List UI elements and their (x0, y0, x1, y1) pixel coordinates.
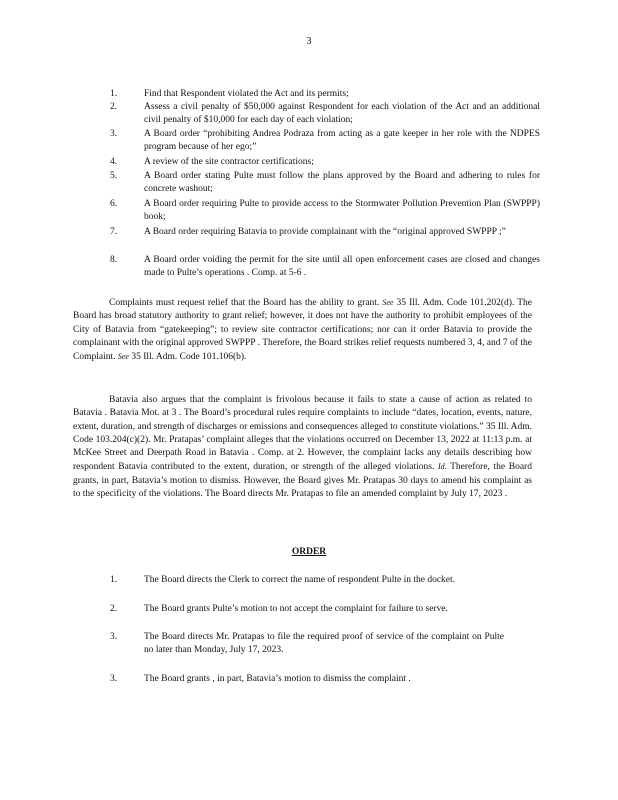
list-item-number: 8. (110, 255, 118, 265)
paragraph-text: Batavia also argues that the complaint is frivolous because it fails to state a cause of action as related to Batavia . Batavia Mot. at 3 . The Board’s procedural rules require complaints to include “dates, location, events, nature, extent, duration, and strength of discharges or emissions and consequences alleged to constitute violations.” 35 Ill. Adm. Code 103.204(c)(2). Mr. Pratapas’ complaint alleges that the violations occurred on December 13, 2022 at 11:13 p.m. at McKee Street and Deerpath Road in Batavia . Comp. at 2. However, the complaint lacks any details describing how respondent Batavia contributed to the extent, duration, or strength of the alleged violations. (73, 395, 532, 473)
citation-signal: See (117, 352, 129, 362)
body-paragraph (73, 296, 532, 364)
list-item-number: 1. (110, 89, 118, 99)
list-item-text: The Board grants Pulte’s motion to not accept the complaint for failure to serve. (144, 604, 448, 614)
list-item-number: 3. (110, 674, 118, 684)
list-item-text: Assess a civil penalty of $50,000 against Respondent for each violation of the Act and an additional civil penalty of $10,000 for each day of each violation; (144, 102, 540, 126)
list-item-text: The Board directs the Clerk to correct the name of respondent Pulte in the docket. (144, 575, 456, 585)
list-item-text: A Board order requiring Batavia to provide complainant with the “original approved SWPPP ;” (144, 227, 506, 237)
list-item-text: A review of the site contractor certifications; (144, 157, 314, 167)
paragraph-text: 35 Ill. Adm. Code 101.106(b). (128, 352, 247, 363)
list-item-text: A Board order voiding the permit for the site until all open enforcement cases are closed and changes made to Pulte’s operations . Comp. at 5-6 . (144, 255, 540, 279)
list-item-text: The Board grants , in part, Batavia’s motion to dismiss the complaint . (144, 674, 411, 684)
order-heading (0, 547, 618, 557)
list-item-number: 2. (110, 102, 118, 112)
list-item-number: 2. (110, 604, 118, 614)
list-item-number: 5. (110, 171, 118, 181)
order-heading-text: ORDER (291, 547, 327, 557)
list-item-number: 3. (110, 632, 118, 642)
list-item-text: A Board order stating Pulte must follow the plans approved by the Board and adhering to rules for concrete washout; (144, 171, 540, 195)
list-item-text: A Board order requiring Pulte to provide access to the Stormwater Pollution Prevention Plan (SWPPP) book; (144, 199, 540, 223)
citation-signal: See (382, 298, 394, 307)
body-paragraph (73, 394, 532, 501)
paragraph-text: Therefore, the Board grants, in part, Batavia’s motion to dismiss. However, the Board gives Mr. Pratapas 30 days to amend his complaint as to the specificity of the violations. The Board directs Mr. Pratapas to file an amended complaint by July 17, 2023 . (73, 462, 532, 500)
list-item-text: The Board directs Mr. Pratapas to file the required proof of service of the complaint on Pulte no later than Monday, July 17, 2023. (144, 632, 504, 656)
list-item-number: 6. (110, 199, 118, 209)
page-number: 3 (306, 36, 312, 47)
list-item-number: 1. (110, 575, 118, 585)
list-item-number: 7. (110, 227, 118, 237)
paragraph-text: 35 Ill. Adm. Code 101.202(d). The Board has broad statutory authority to grant relief; however, it does not have the authority to prohibit employees of the City of Batavia from “gatekeeping”; to review site contractor certifications; nor can it order Batavia to provide the complainant with the original approved SWPPP . Therefore, the Board strikes relief requests numbered 3, 4, and 7 of the Complaint. (73, 298, 532, 363)
list-item-number: 4. (110, 157, 118, 167)
list-item-text: Find that Respondent violated the Act and its permits; (144, 89, 349, 99)
list-item-number: 3. (110, 129, 118, 139)
citation-signal: Id. (437, 462, 447, 472)
list-item-text: A Board order “prohibiting Andrea Podraza from acting as a gate keeper in her role with the NDPES program because of her ego;” (144, 129, 540, 153)
paragraph-text: Complaints must request relief that the Board has the ability to grant. (109, 298, 383, 308)
